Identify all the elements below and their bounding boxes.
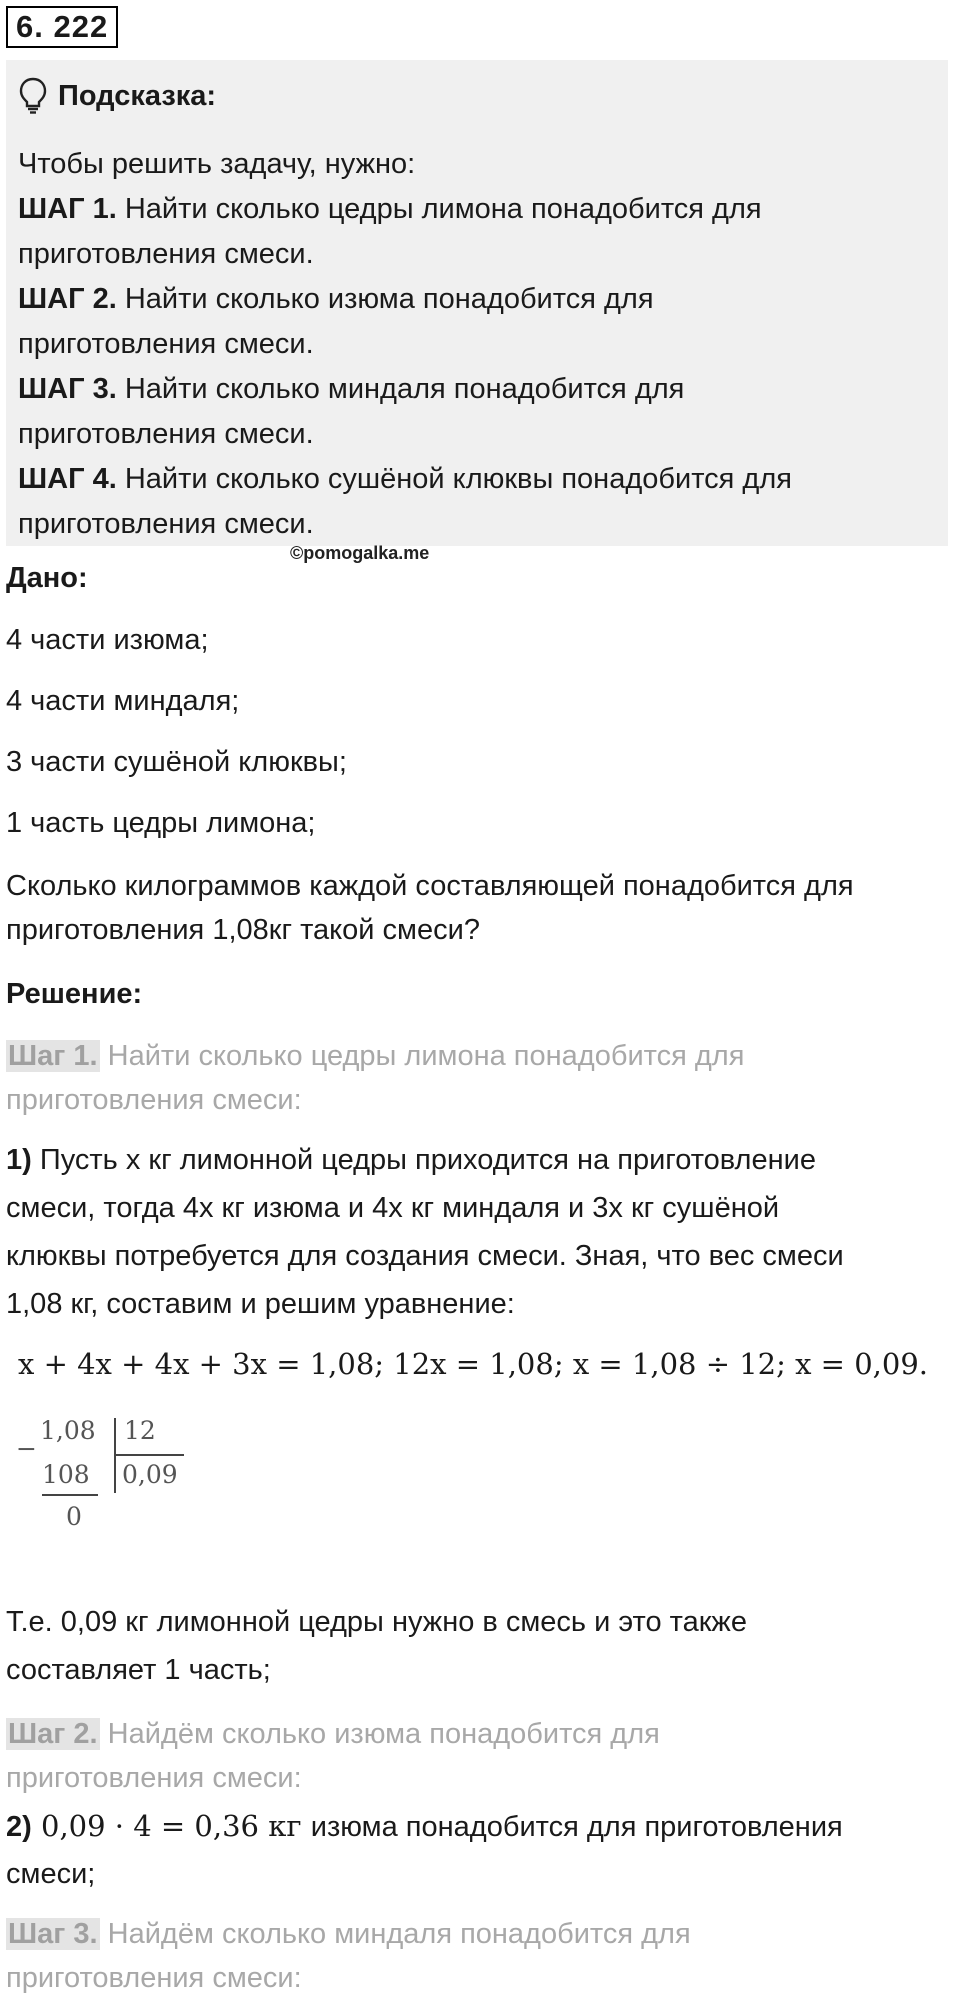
hint-step-text: Найти сколько сушёной клюквы понадобится для (116, 463, 792, 495)
division-remainder: 0 (66, 1502, 82, 1531)
given-item: 1 часть цедры лимона; (6, 807, 316, 839)
step-heading-text: Найдём сколько изюма понадобится для (99, 1718, 660, 1750)
hint-step-3-cont: приготовления смеси. (18, 418, 314, 450)
hint-step-label: ШАГ 4. (18, 463, 117, 495)
division-quotient: 0,09 (122, 1460, 178, 1489)
item-number: 2) (6, 1811, 32, 1843)
watermark: ©pomogalka.me (290, 543, 430, 563)
given-item: 3 части сушёной клюквы; (6, 746, 347, 778)
hint-step-label: ШАГ 3. (18, 373, 117, 405)
division-horizontal-line (114, 1454, 184, 1456)
step2-heading (6, 1712, 660, 1757)
division-minus: − (16, 1434, 37, 1463)
item-number: 1) (6, 1144, 32, 1176)
question-line: приготовления 1,08кг такой смеси? (6, 914, 480, 946)
hint-step-text: Найти сколько миндаля понадобится для (116, 373, 685, 405)
step1-para-line: смеси, тогда 4x кг изюма и 4x кг миндаля и 3x кг сушёной (6, 1192, 780, 1224)
hint-step-2-cont: приготовления смеси. (18, 328, 314, 360)
step-tag: Шаг 1. (8, 1040, 98, 1072)
given-item: 4 части миндаля; (6, 685, 240, 717)
division-underline (42, 1494, 98, 1496)
step-heading-text: Найти сколько цедры лимона понадобится для (99, 1040, 745, 1072)
hint-step-text: Найти сколько изюма понадобится для (116, 283, 654, 315)
hint-title: Подсказка: (58, 79, 217, 112)
given-item: 4 части изюма; (6, 624, 209, 656)
step2-text: изюма понадобится для приготовления (310, 1811, 843, 1843)
hint-box (6, 60, 948, 546)
step1-heading (6, 1034, 744, 1079)
hint-step-1 (18, 187, 938, 232)
task-number: 6. 222 (6, 6, 118, 48)
step-heading-text: Найдём сколько миндаля понадобится для (99, 1918, 691, 1950)
hint-step-4-cont: приготовления смеси. (18, 508, 314, 540)
hint-header (18, 76, 216, 116)
hint-step-2 (18, 277, 938, 322)
hint-step-text: Найти сколько цедры лимона понадобится для (116, 193, 762, 225)
division-subtract: 108 (42, 1460, 90, 1489)
conclusion-line: Т.е. 0,09 кг лимонной цедры нужно в смесь и это также (6, 1606, 747, 1638)
step1-text: Пусть x кг лимонной цедры приходится на приготовление (31, 1144, 816, 1176)
lightbulb-icon (18, 77, 48, 115)
hint-step-label: ШАГ 2. (18, 283, 117, 315)
step1-para-line (6, 1138, 816, 1183)
step2-line-cont: смеси; (6, 1858, 96, 1890)
hint-step-4 (18, 457, 938, 502)
hint-body (18, 142, 938, 547)
step1-heading-cont: приготовления смеси: (6, 1084, 302, 1116)
question-line: Сколько килограммов каждой составляющей понадобится для (6, 870, 854, 902)
hint-step-3 (18, 367, 938, 412)
step3-heading (6, 1912, 691, 1957)
long-division (14, 1410, 184, 1540)
hint-intro: Чтобы решить задачу, нужно: (18, 148, 416, 180)
division-dividend: 1,08 (40, 1416, 96, 1445)
equation: x + 4x + 4x + 3x = 1,08; 12x = 1,08; x = 1,08 ÷ 12; x = 0,09. (18, 1347, 928, 1381)
step-tag: Шаг 2. (8, 1718, 98, 1750)
hint-step-1-cont: приготовления смеси. (18, 238, 314, 270)
step1-para-line: клюквы потребуется для создания смеси. Зная, что вес смеси (6, 1240, 844, 1272)
hint-step-label: ШАГ 1. (18, 193, 117, 225)
step2-math: 0,09 · 4 = 0,36 кг (31, 1809, 311, 1843)
step3-heading-cont: приготовления смеси: (6, 1962, 302, 1994)
conclusion-line: составляет 1 часть; (6, 1654, 271, 1686)
step2-line (6, 1804, 843, 1850)
given-title: Дано: (6, 562, 88, 594)
step1-para-line: 1,08 кг, составим и решим уравнение: (6, 1288, 515, 1320)
division-divisor: 12 (124, 1416, 156, 1445)
step2-heading-cont: приготовления смеси: (6, 1762, 302, 1794)
step-tag: Шаг 3. (8, 1918, 98, 1950)
solution-title: Решение: (6, 978, 143, 1010)
